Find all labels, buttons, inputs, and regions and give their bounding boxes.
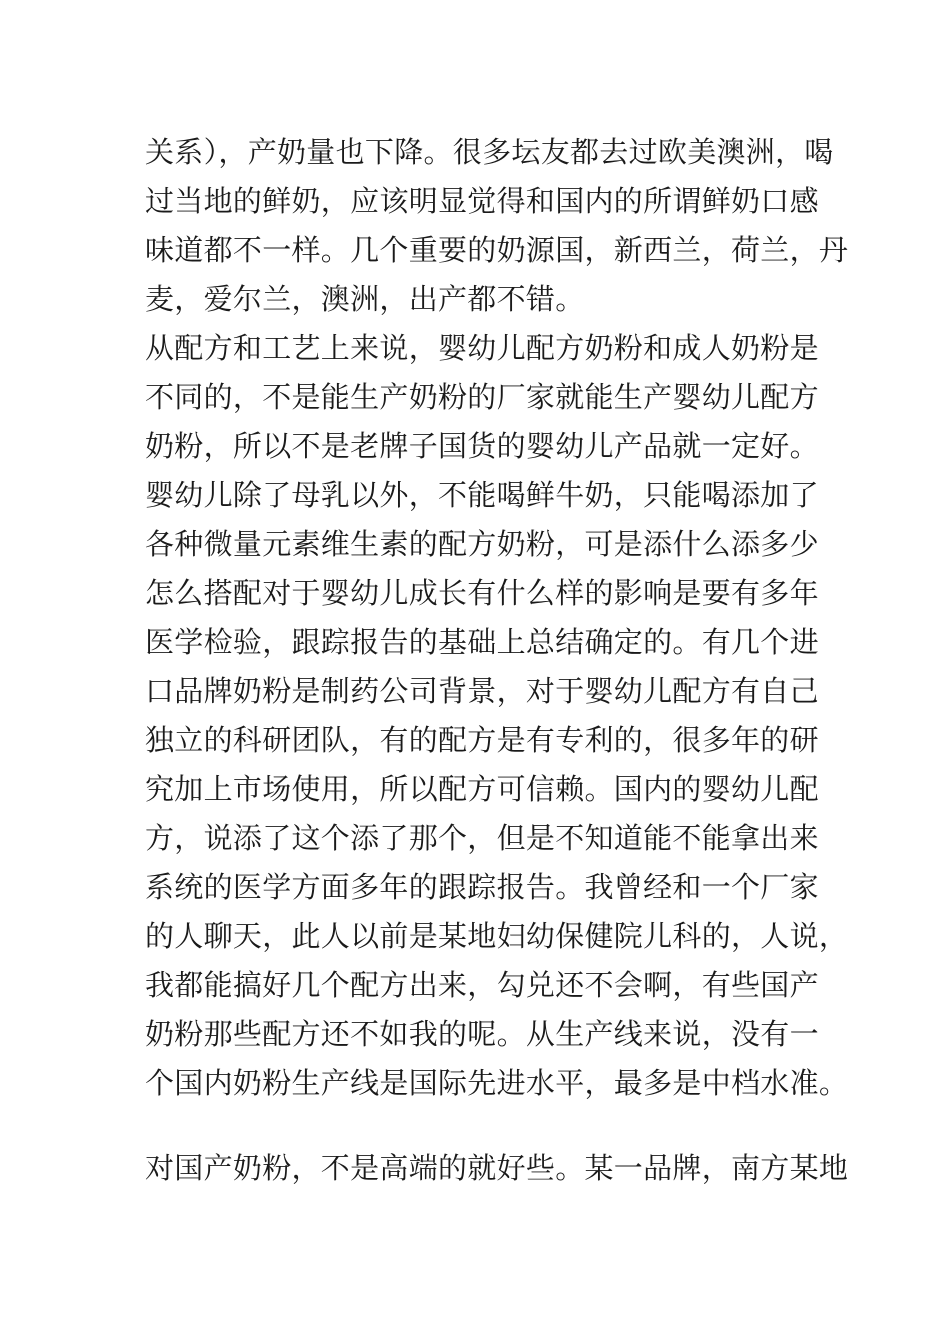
text-line: 的人聊天，此人以前是某地妇幼保健院儿科的，人说， xyxy=(145,919,849,953)
text-line: 怎么搭配对于婴幼儿成长有什么样的影响是要有多年 xyxy=(145,576,819,610)
text-line: 奶粉，所以不是老牌子国货的婴幼儿产品就一定好。 xyxy=(145,429,819,463)
text-line: 从配方和工艺上来说，婴幼儿配方奶粉和成人奶粉是 xyxy=(145,331,819,365)
text-line: 个国内奶粉生产线是国际先进水平，最多是中档水准。 xyxy=(145,1066,849,1100)
text-line: 系统的医学方面多年的跟踪报告。我曾经和一个厂家 xyxy=(145,870,819,904)
text-line: 医学检验，跟踪报告的基础上总结确定的。有几个进 xyxy=(145,625,819,659)
text-line: 奶粉那些配方还不如我的呢。从生产线来说，没有一 xyxy=(145,1017,819,1051)
text-line: 婴幼儿除了母乳以外，不能喝鲜牛奶，只能喝添加了 xyxy=(145,478,819,512)
text-line: 独立的科研团队，有的配方是有专利的，很多年的研 xyxy=(145,723,819,757)
text-line: 究加上市场使用，所以配方可信赖。国内的婴幼儿配 xyxy=(145,772,819,806)
text-line: 味道都不一样。几个重要的奶源国，新西兰，荷兰，丹 xyxy=(145,233,849,267)
document-body xyxy=(145,128,849,1193)
text-line: 口品牌奶粉是制药公司背景，对于婴幼儿配方有自己 xyxy=(145,674,819,708)
text-line: 不同的，不是能生产奶粉的厂家就能生产婴幼儿配方 xyxy=(145,380,819,414)
paragraph-gap xyxy=(145,1108,835,1144)
text-line: 各种微量元素维生素的配方奶粉，可是添什么添多少 xyxy=(145,527,819,561)
text-line: 我都能搞好几个配方出来，勾兑还不会啊，有些国产 xyxy=(145,968,819,1002)
text-line: 对国产奶粉，不是高端的就好些。某一品牌，南方某地 xyxy=(145,1151,849,1185)
text-line: 关系），产奶量也下降。很多坛友都去过欧美澳洲，喝 xyxy=(145,135,834,169)
text-line: 麦，爱尔兰，澳洲，出产都不错。 xyxy=(145,282,585,316)
text-line: 方，说添了这个添了那个，但是不知道能不能拿出来 xyxy=(145,821,819,855)
text-line: 过当地的鲜奶，应该明显觉得和国内的所谓鲜奶口感 xyxy=(145,184,819,218)
